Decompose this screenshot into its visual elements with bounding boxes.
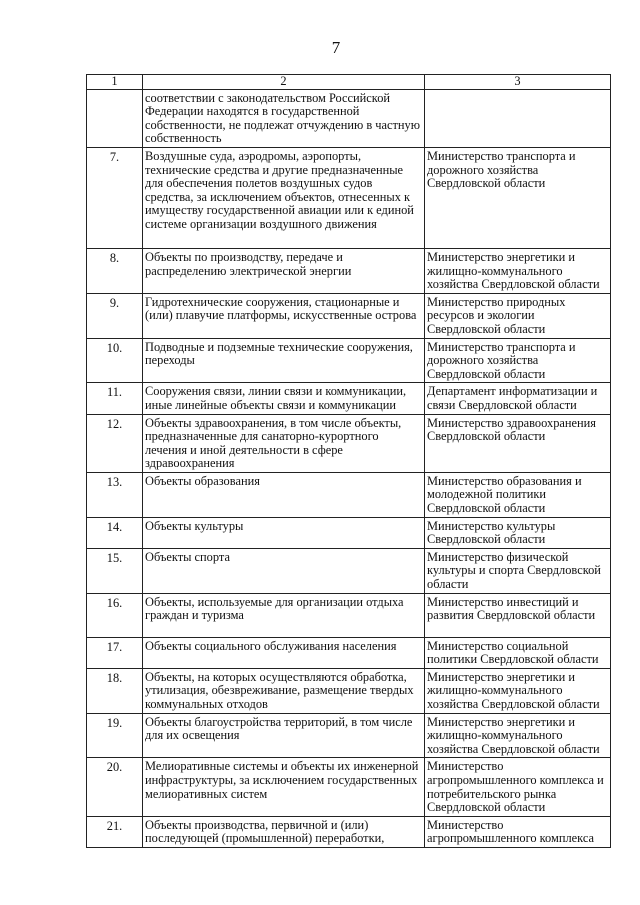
table-row <box>87 338 611 383</box>
row-number: 19. <box>87 713 143 758</box>
column-header-number: 1 <box>87 75 143 90</box>
object-description: Объекты по производству, передаче и распределению электрической энергии <box>143 248 425 293</box>
object-description: Объекты, на которых осуществляются обработка, утилизация, обезвреживание, размещение твердых коммунальных отходов <box>143 668 425 713</box>
row-number <box>87 89 143 147</box>
responsible-body: Министерство транспорта и дорожного хозяйства Свердловской области <box>425 147 611 248</box>
page-number: 7 <box>331 38 341 57</box>
objects-table <box>86 74 611 848</box>
table-row <box>87 593 611 637</box>
table-row <box>87 668 611 713</box>
object-description: Объекты социального обслуживания населения <box>143 637 425 668</box>
row-number: 8. <box>87 248 143 293</box>
table-row <box>87 89 611 147</box>
object-description: Объекты благоустройства территорий, в том числе для их освещения <box>143 713 425 758</box>
row-number: 12. <box>87 414 143 472</box>
object-description: Объекты производства, первичной и (или) последующей (промышленной) переработки, <box>143 816 425 847</box>
object-description: Объекты образования <box>143 472 425 517</box>
row-number: 14. <box>87 517 143 548</box>
row-number: 9. <box>87 293 143 338</box>
object-description: Мелиоративные системы и объекты их инженерной инфраструктуры, за исключением государственных мелиоративных систем <box>143 758 425 816</box>
responsible-body: Министерство агропромышленного комплекса и потребительского рынка Свердловской области <box>425 758 611 816</box>
table-header-row <box>87 75 611 90</box>
row-number: 13. <box>87 472 143 517</box>
responsible-body: Министерство инвестиций и развития Свердловской области <box>425 593 611 637</box>
responsible-body <box>425 89 611 147</box>
responsible-body: Министерство природных ресурсов и экологии Свердловской области <box>425 293 611 338</box>
column-header-object: 2 <box>143 75 425 90</box>
object-description: Объекты спорта <box>143 548 425 593</box>
row-number: 17. <box>87 637 143 668</box>
table-row <box>87 472 611 517</box>
row-number: 7. <box>87 147 143 248</box>
table-row <box>87 383 611 414</box>
table-row <box>87 637 611 668</box>
responsible-body: Министерство образования и молодежной политики Свердловской области <box>425 472 611 517</box>
responsible-body: Министерство энергетики и жилищно-коммунального хозяйства Свердловской области <box>425 668 611 713</box>
row-number: 11. <box>87 383 143 414</box>
responsible-body: Министерство энергетики и жилищно-коммунального хозяйства Свердловской области <box>425 713 611 758</box>
object-description: Гидротехнические сооружения, стационарные и (или) плавучие платформы, искусственные острова <box>143 293 425 338</box>
responsible-body: Министерство физической культуры и спорта Свердловской области <box>425 548 611 593</box>
object-description: Сооружения связи, линии связи и коммуникации, иные линейные объекты связи и коммуникации <box>143 383 425 414</box>
responsible-body: Министерство энергетики и жилищно-коммунального хозяйства Свердловской области <box>425 248 611 293</box>
object-description: Объекты культуры <box>143 517 425 548</box>
table-row <box>87 816 611 847</box>
table-row <box>87 713 611 758</box>
object-description: Воздушные суда, аэродромы, аэропорты, технические средства и другие предназначенные для обеспечения полетов воздушных судов средства, за исключением объектов, отнесенных к имуществу государственной авиации или к единой системе организации воздушного движения <box>143 147 425 248</box>
object-description: Объекты, используемые для организации отдыха граждан и туризма <box>143 593 425 637</box>
responsible-body: Министерство социальной политики Свердловской области <box>425 637 611 668</box>
table-row <box>87 147 611 248</box>
table-row <box>87 248 611 293</box>
row-number: 15. <box>87 548 143 593</box>
table-row <box>87 548 611 593</box>
responsible-body: Министерство культуры Свердловской области <box>425 517 611 548</box>
responsible-body: Министерство здравоохранения Свердловской области <box>425 414 611 472</box>
table-row <box>87 414 611 472</box>
responsible-body: Министерство транспорта и дорожного хозяйства Свердловской области <box>425 338 611 383</box>
responsible-body: Департамент информатизации и связи Свердловской области <box>425 383 611 414</box>
table-row <box>87 758 611 816</box>
object-description: соответствии с законодательством Российской Федерации находятся в государственной собственности, не подлежат отчуждению в частную собственность <box>143 89 425 147</box>
row-number: 20. <box>87 758 143 816</box>
row-number: 10. <box>87 338 143 383</box>
column-header-authority: 3 <box>425 75 611 90</box>
responsible-body: Министерство агропромышленного комплекса <box>425 816 611 847</box>
object-description: Объекты здравоохранения, в том числе объекты, предназначенные для санаторно-курортного лечения и иной деятельности в сфере здравоохранения <box>143 414 425 472</box>
row-number: 16. <box>87 593 143 637</box>
table-row <box>87 517 611 548</box>
row-number: 21. <box>87 816 143 847</box>
object-description: Подводные и подземные технические сооружения, переходы <box>143 338 425 383</box>
row-number: 18. <box>87 668 143 713</box>
table-row <box>87 293 611 338</box>
